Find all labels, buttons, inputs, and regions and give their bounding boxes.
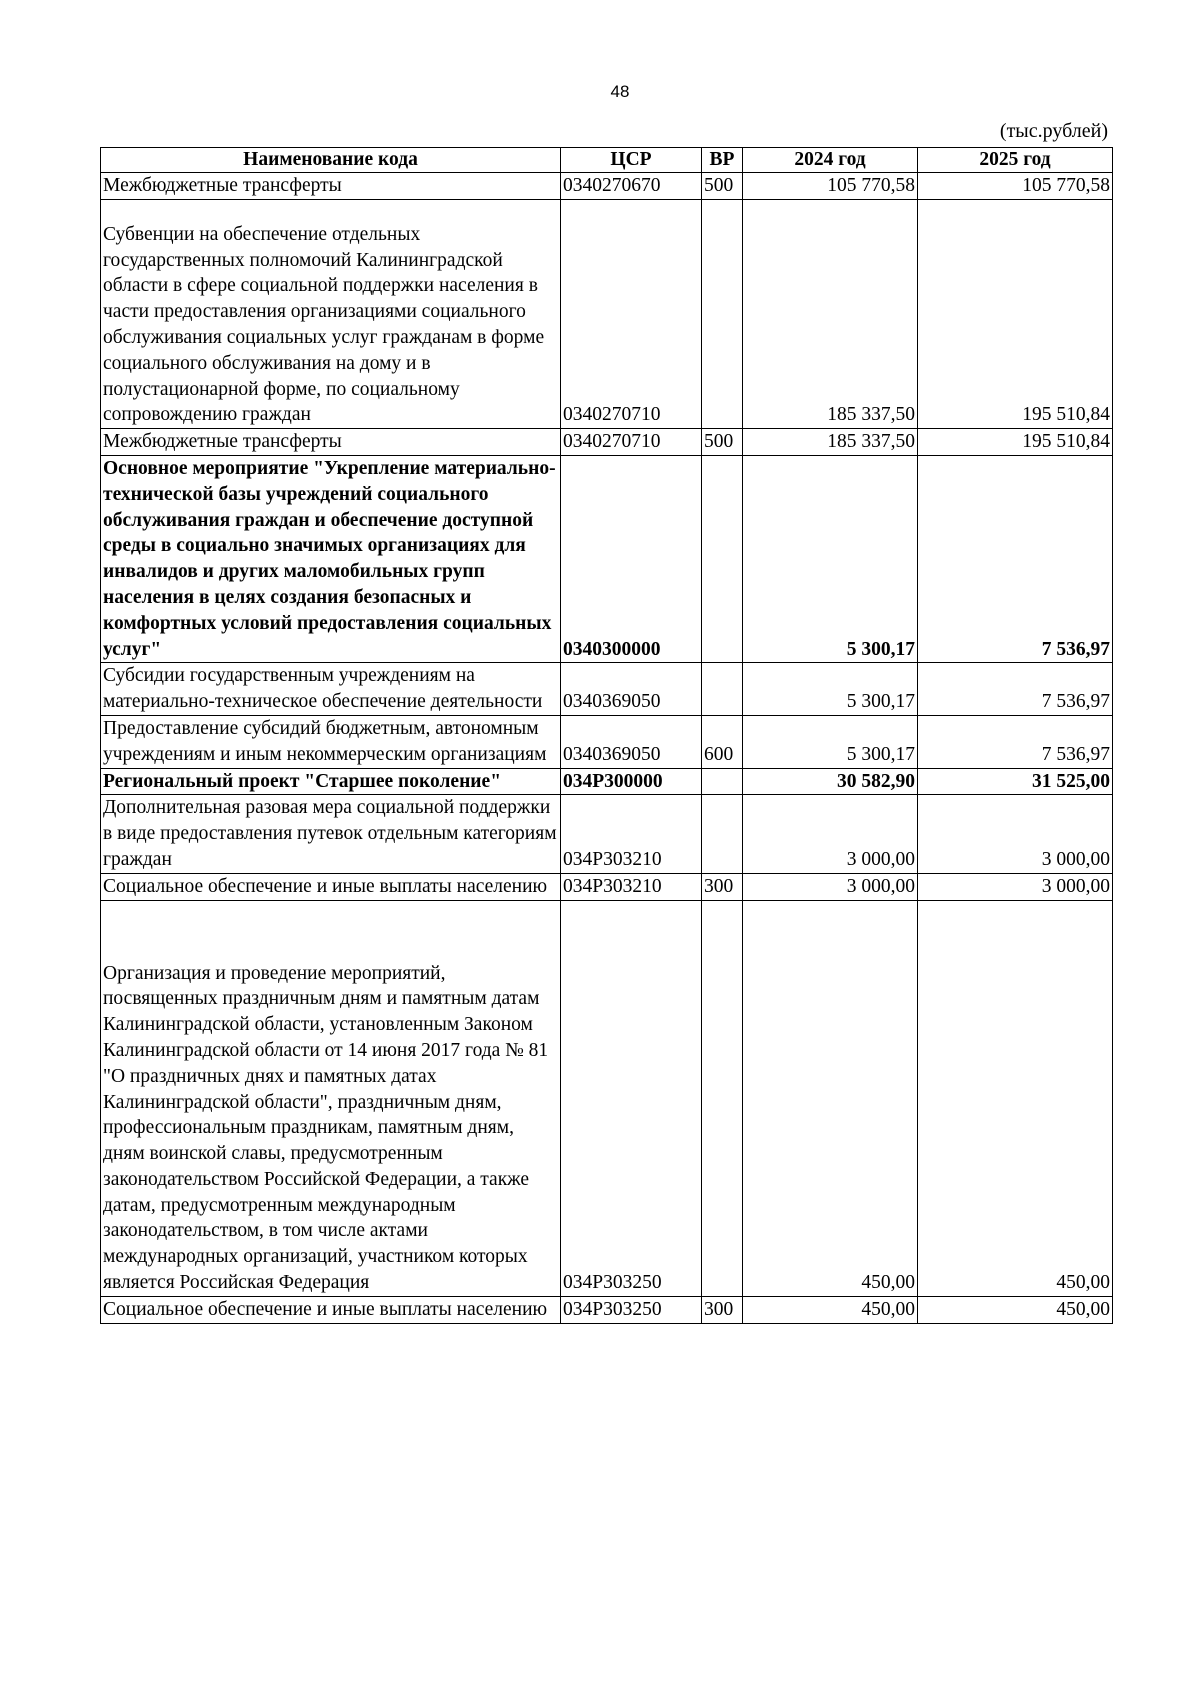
row-csr: 034P303250 <box>561 1296 702 1323</box>
table-row <box>101 900 1113 1296</box>
table-row <box>101 173 1113 200</box>
header-name: Наименование кода <box>101 148 561 173</box>
table-row <box>101 1296 1113 1323</box>
row-csr: 0340270710 <box>561 199 702 428</box>
row-2024: 5 300,17 <box>743 715 918 768</box>
row-vr <box>702 199 743 428</box>
row-name: Социальное обеспечение и иные выплаты населению <box>101 873 561 900</box>
page-number: 48 <box>610 82 630 101</box>
row-vr: 600 <box>702 715 743 768</box>
header-csr: ЦСР <box>561 148 702 173</box>
table-row <box>101 873 1113 900</box>
table-row <box>101 663 1113 716</box>
row-2024: 5 300,17 <box>743 455 918 662</box>
row-name: Предоставление субсидий бюджетным, автономным учреждениям и иным некоммерческим организациям <box>101 715 561 768</box>
row-2024: 450,00 <box>743 1296 918 1323</box>
row-vr <box>702 455 743 662</box>
row-2025: 195 510,84 <box>918 199 1113 428</box>
row-name: Субвенции на обеспечение отдельных государственных полномочий Калининградской области в сфере социальной поддержки населения в части предоставления организациями социального обслуживания социальных услуг гражданам в форме социального обслуживания на дому и в полустационарной форме, по социальному сопровождению граждан <box>101 199 561 428</box>
table-row <box>101 795 1113 873</box>
row-2025: 450,00 <box>918 900 1113 1296</box>
row-2025: 105 770,58 <box>918 173 1113 200</box>
row-2025: 7 536,97 <box>918 663 1113 716</box>
row-csr: 034P303210 <box>561 873 702 900</box>
row-2024: 5 300,17 <box>743 663 918 716</box>
row-name: Дополнительная разовая мера социальной поддержки в виде предоставления путевок отдельным категориям граждан <box>101 795 561 873</box>
table-header-row <box>101 148 1113 173</box>
table-row <box>101 768 1113 795</box>
row-vr <box>702 795 743 873</box>
row-csr: 0340270710 <box>561 429 702 456</box>
row-2024: 30 582,90 <box>743 768 918 795</box>
row-2024: 185 337,50 <box>743 199 918 428</box>
row-2025: 7 536,97 <box>918 715 1113 768</box>
row-vr <box>702 663 743 716</box>
row-name: Региональный проект "Старшее поколение" <box>101 768 561 795</box>
row-2024: 105 770,58 <box>743 173 918 200</box>
row-2024: 3 000,00 <box>743 873 918 900</box>
row-name: Основное мероприятие "Укрепление материально-технической базы учреждений социального обслуживания граждан и обеспечение доступной среды в социально значимых организациях для инвалидов и других маломобильных групп населения в целях создания безопасных и комфортных условий предоставления социальных услуг" <box>101 455 561 662</box>
header-2025: 2025 год <box>918 148 1113 173</box>
table-row <box>101 199 1113 428</box>
budget-table <box>100 147 1113 1324</box>
row-vr <box>702 768 743 795</box>
row-2025: 31 525,00 <box>918 768 1113 795</box>
row-2024: 185 337,50 <box>743 429 918 456</box>
row-vr: 300 <box>702 1296 743 1323</box>
row-csr: 0340270670 <box>561 173 702 200</box>
row-csr: 034P300000 <box>561 768 702 795</box>
row-2024: 3 000,00 <box>743 795 918 873</box>
row-2025: 450,00 <box>918 1296 1113 1323</box>
header-vr: ВР <box>702 148 743 173</box>
row-2025: 3 000,00 <box>918 795 1113 873</box>
row-name: Организация и проведение мероприятий, посвященных праздничным дням и памятным датам Калининградской области, установленным Законом Калининградской области от 14 июня 2017 года № 81 "О праздничных днях и памятных датах Калининградской области", праздничным дням, профессиональным праздникам, памятным дням, дням воинской славы, предусмотренным законодательством Российской Федерации, а также датам, предусмотренным международным законодательством, в том числе актами международных организаций, участником которых является Российская Федерация <box>101 900 561 1296</box>
table-row <box>101 429 1113 456</box>
row-csr: 0340300000 <box>561 455 702 662</box>
row-name: Межбюджетные трансферты <box>101 173 561 200</box>
row-2025: 3 000,00 <box>918 873 1113 900</box>
row-csr: 0340369050 <box>561 715 702 768</box>
row-csr: 034P303210 <box>561 795 702 873</box>
row-vr <box>702 900 743 1296</box>
row-vr: 300 <box>702 873 743 900</box>
table-row <box>101 715 1113 768</box>
row-2024: 450,00 <box>743 900 918 1296</box>
units-label: (тыс.рублей) <box>999 120 1108 142</box>
row-name: Субсидии государственным учреждениям на материально-техническое обеспечение деятельности <box>101 663 561 716</box>
row-2025: 195 510,84 <box>918 429 1113 456</box>
row-vr: 500 <box>702 173 743 200</box>
table-row <box>101 455 1113 662</box>
row-name: Социальное обеспечение и иные выплаты населению <box>101 1296 561 1323</box>
row-csr: 034P303250 <box>561 900 702 1296</box>
row-2025: 7 536,97 <box>918 455 1113 662</box>
row-name: Межбюджетные трансферты <box>101 429 561 456</box>
header-2024: 2024 год <box>743 148 918 173</box>
row-csr: 0340369050 <box>561 663 702 716</box>
row-vr: 500 <box>702 429 743 456</box>
